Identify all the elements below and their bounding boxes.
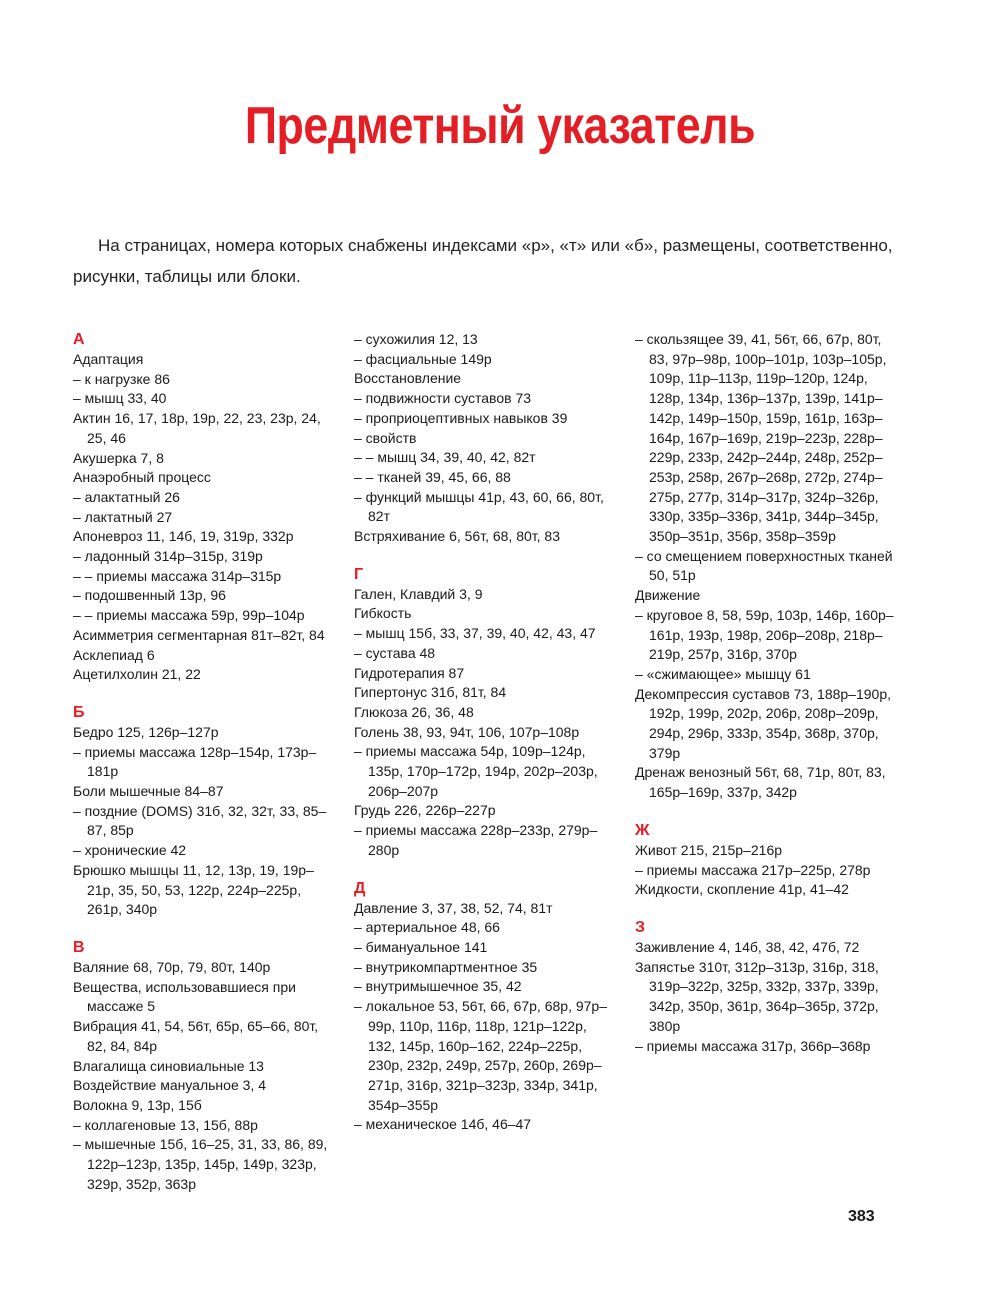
index-entry: Грудь 226, 226р–227р	[354, 802, 496, 819]
section-letter: Д	[354, 879, 366, 897]
index-entry: Асимметрия сегментарная 81т–82т, 84	[73, 626, 325, 643]
index-entry: Гибкость	[354, 605, 412, 622]
index-entry: Акушерка 7, 8	[73, 449, 164, 466]
index-entry: Встряхивание 6, 56т, 68, 80т, 83	[354, 528, 560, 545]
index-entry: Асклепиад 6	[73, 646, 155, 663]
index-entry: – поздние (DOMS) 31б, 32, 32т, 33, 85–87, 85р	[73, 802, 327, 839]
index-entry: Вещества, использовавшиеся при массаже 5	[73, 978, 300, 1015]
index-section	[635, 330, 897, 803]
section-letter: Ж	[635, 821, 650, 839]
index-entry: Вибрация 41, 54, 56т, 65р, 65–66, 80т, 82, 84, 84р	[73, 1018, 323, 1054]
index-entry: Гипертонус 31б, 81т, 84	[354, 684, 507, 701]
index-entry: – бимануальное 141	[354, 938, 488, 955]
index-entry: – круговое 8, 58, 59р, 103р, 146р, 160р–161р, 193р, 198р, 206р–208р, 218р–219р, 257р, 316р, 370р	[635, 606, 894, 663]
index-entry: Актин 16, 17, 18р, 19р, 22, 23, 23р, 24, 25, 46	[73, 410, 325, 446]
index-entry: Восстановление	[354, 370, 462, 387]
index-entry: – подошвенный 13р, 96	[73, 587, 226, 604]
index-entry: Анаэробный процесс	[73, 469, 211, 486]
index-entry: – подвижности суставов 73	[354, 390, 532, 407]
page-number: 383	[848, 1208, 875, 1225]
index-entry: – приемы массажа 128р–154р, 173р–181р	[73, 743, 317, 780]
index-section	[635, 918, 897, 1056]
section-letter: А	[73, 331, 85, 348]
index-entry: Гидротерапия 87	[354, 664, 465, 681]
intro-text: На страницах, номера которых снабжены индексами «р», «т» или «б», размещены, соответственно, рисунки, таблицы или блоки.	[73, 236, 893, 286]
index-entry: Давление 3, 37, 38, 52, 74, 81т	[354, 899, 553, 916]
index-entry: – «сжимающее» мышцу 61	[635, 665, 811, 682]
index-entry: – ладонный 314р–315р, 319р	[73, 548, 263, 565]
section-letter: Б	[73, 703, 85, 721]
index-entry: Жидкости, скопление 41р, 41–42	[635, 881, 849, 898]
index-entry: Декомпрессия суставов 73, 188р–190р, 192р, 199р, 202р, 206р, 208р–209р, 294р, 296р, 333р, 354р, 368р, 370р, 379р	[635, 685, 895, 761]
index-entry: – сухожилия 12, 13	[354, 331, 478, 347]
index-entry: – фасциальные 149р	[354, 350, 492, 367]
index-entry: – внутрикомпартментное 35	[354, 958, 538, 975]
index-entry: – сустава 48	[354, 644, 436, 661]
index-entry: – приемы массажа 217р–225р, 278р	[635, 861, 871, 878]
index-section	[73, 703, 335, 920]
index-entry: – к нагрузке 86	[73, 370, 170, 387]
index-entry: – приемы массажа 228р–233р, 279р–280р	[354, 822, 598, 858]
index-entry: – функций мышцы 41р, 43, 60, 66, 80т, 82т	[354, 488, 608, 525]
index-entry: Живот 215, 215р–216р	[635, 841, 783, 858]
index-entry: – мышечные 15б, 16–25, 31, 33, 86, 89, 122р–123р, 135р, 145р, 149р, 323р, 329р, 352р, 363р	[73, 1136, 332, 1192]
index-entry: Движение	[635, 587, 701, 604]
index-section	[354, 565, 616, 861]
index-entry: – лактатный 27	[73, 508, 173, 525]
index-entry: – – приемы массажа 59р, 99р–104р	[73, 607, 305, 624]
index-section	[635, 821, 897, 900]
index-entry: Боли мышечные 84–87	[73, 783, 224, 800]
index-entry: Воздействие мануальное 3, 4	[73, 1077, 266, 1094]
index-entry: – коллагеновые 13, 15б, 88р	[73, 1116, 258, 1133]
index-entry: Влагалища синовиальные 13	[73, 1057, 264, 1074]
section-letter: В	[73, 938, 85, 956]
index-entry: – локальное 53, 56т, 66, 67р, 68р, 97р–99р, 110р, 116р, 118р, 121р–122р, 132, 145р, 160р–162, 224р–225р, 230р, 232р, 249р, 257р, 260р, 269р–271р, 316р, 321р–323р, 334р, 341р, 354р–355р	[354, 998, 607, 1113]
index-entry: Заживление 4, 14б, 38, 42, 47б, 72	[635, 938, 860, 955]
index-entry: – мышц 33, 40	[73, 390, 167, 407]
index-entry: – мышц 15б, 33, 37, 39, 40, 42, 43, 47	[354, 625, 596, 642]
index-entry: – алактатный 26	[73, 488, 180, 505]
index-entry: Голень 38, 93, 94т, 106, 107р–108р	[354, 723, 580, 740]
index-entry: – свойств	[354, 429, 417, 446]
index-section	[354, 330, 616, 547]
intro-paragraph	[73, 230, 903, 292]
index-entry: Брюшко мышцы 11, 12, 13р, 19, 19р–21р, 35, 50, 53, 122р, 224р–225р, 261р, 340р	[73, 861, 314, 918]
index-entry: Апоневроз 11, 14б, 19, 319р, 332р	[73, 528, 294, 545]
index-entry: – хронические 42	[73, 842, 187, 859]
index-entry: Волокна 9, 13р, 15б	[73, 1096, 202, 1113]
index-entry: Адаптация	[73, 351, 144, 367]
index-entry: – скользящее 39, 41, 56т, 66, 67р, 80т, 83, 97р–98р, 100р–101р, 103р–105р, 109р, 11р–113р, 119р–120р, 124р, 128р, 134р, 136р–137р, 139р, 141р–142р, 149р–150р, 159р, 161р, 163р–164р, 167р–169р, 219р–223р, 228р–229р, 233р, 242р–244р, 248р, 252р–253р, 258р, 267р–268р, 272р, 274р–275р, 277р, 314р–317р, 324р–326р, 330р, 335р–336р, 341р, 344р–345р, 350р–351р, 356р, 358р–359р	[635, 331, 891, 545]
index-entry: Бедро 125, 126р–127р	[73, 723, 219, 740]
index-entry: Дренаж венозный 56т, 68, 71р, 80т, 83, 165р–169р, 337р, 342р	[635, 764, 890, 801]
index-entry: – со смещением поверхностных тканей 50, 51р	[635, 547, 897, 584]
index-entry: Валяние 68, 70р, 79, 80т, 140р	[73, 958, 271, 975]
index-entry: – приемы массажа 54р, 109р–124р, 135р, 170р–172р, 194р, 202р–203р, 206р–207р	[354, 743, 602, 799]
index-column-1	[73, 330, 335, 1212]
index-entry: Запястье 310т, 312р–313р, 316р, 318, 319р–322р, 325р, 332р, 337р, 339р, 342р, 350р, 361р, 364р–365р, 372р, 380р	[635, 958, 883, 1034]
index-entry: – – мышц 34, 39, 40, 42, 82т	[354, 449, 536, 466]
index-section	[73, 938, 335, 1194]
index-entry: – артериальное 48, 66	[354, 919, 500, 936]
index-entry: – приемы массажа 317р, 366р–368р	[635, 1037, 871, 1054]
index-section	[73, 330, 335, 685]
index-entry: – механическое 14б, 46–47	[354, 1116, 532, 1133]
section-letter: З	[635, 918, 646, 936]
index-columns	[73, 330, 903, 1190]
page-title: Предметный указатель	[244, 97, 756, 155]
index-column-2	[354, 330, 616, 1153]
index-section	[354, 879, 616, 1135]
index-entry: – внутримышечное 35, 42	[354, 978, 522, 995]
section-letter: Г	[354, 565, 364, 583]
index-entry: Глюкоза 26, 36, 48	[354, 703, 474, 720]
index-entry: – проприоцептивных навыков 39	[354, 409, 568, 426]
index-entry: Ацетилхолин 21, 22	[73, 666, 201, 683]
index-entry: – – приемы массажа 314р–315р	[73, 567, 282, 584]
index-column-3	[635, 330, 897, 1074]
index-entry: – – тканей 39, 45, 66, 88	[354, 468, 511, 485]
index-entry: Гален, Клавдий 3, 9	[354, 585, 483, 602]
